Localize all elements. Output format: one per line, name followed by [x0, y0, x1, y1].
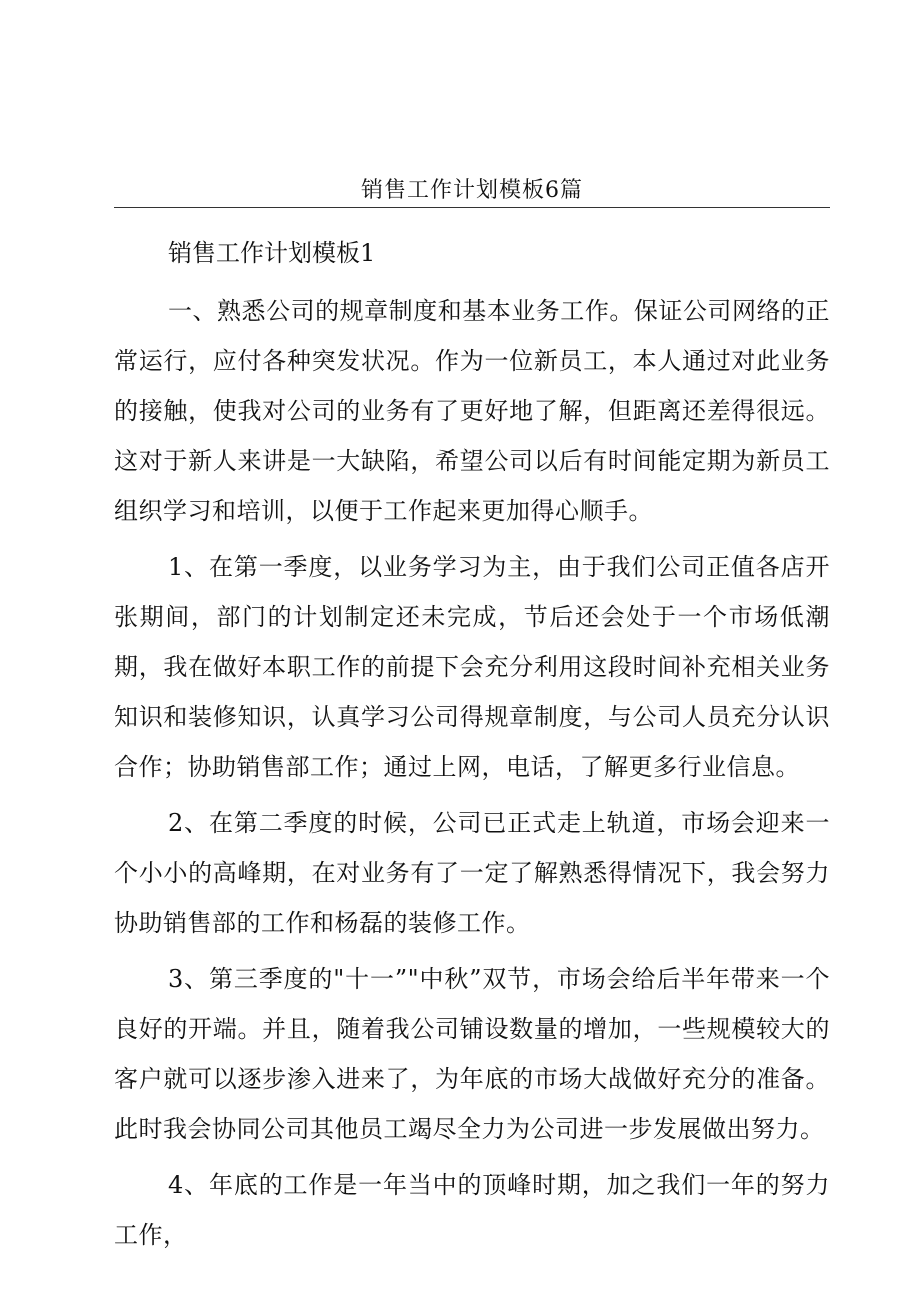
paragraph-q1: 1、在第一季度，以业务学习为主，由于我们公司正值各店开张期间，部门的计划制定还未完成，节后还会处于一个市场低潮期，我在做好本职工作的前提下会充分利用这段时间补充相关业务知识和装修知识，认真学习公司得规章制度，与公司人员充分认识合作；协助销售部工作；通过上网，电话，了解更多行业信息。	[114, 553, 830, 781]
document-header-title: 销售工作计划模板6篇	[361, 178, 583, 203]
header-divider	[114, 207, 830, 208]
section-title: 销售工作计划模板1	[168, 239, 376, 267]
paragraph-familiarize: 一、熟悉公司的规章制度和基本业务工作。保证公司网络的正常运行，应付各种突发状况。作为一位新员工，本人通过对此业务的接触，使我对公司的业务有了更好地了解，但距离还差得很远。这对于新人来讲是一大缺陷，希望公司以后有时间能定期为新员工组织学习和培训，以便于工作起来更加得心顺手。	[114, 297, 830, 525]
paragraph-q3: 3、第三季度的"十一”"中秋”双节，市场会给后半年带来一个良好的开端。并且，随着我公司铺设数量的增加，一些规模较大的客户就可以逐步渗入进来了，为年底的市场大战做好充分的准备。此时我会协同公司其他员工竭尽全力为公司进一步发展做出努力。	[114, 965, 830, 1143]
paragraph-q2: 2、在第二季度的时候，公司已正式走上轨道，市场会迎来一个小小的高峰期，在对业务有了一定了解熟悉得情况下，我会努力协助销售部的工作和杨磊的装修工作。	[114, 809, 830, 937]
paragraph-year-end: 4、年底的工作是一年当中的顶峰时期，加之我们一年的努力工作，	[114, 1171, 830, 1249]
document-body	[114, 226, 830, 1260]
